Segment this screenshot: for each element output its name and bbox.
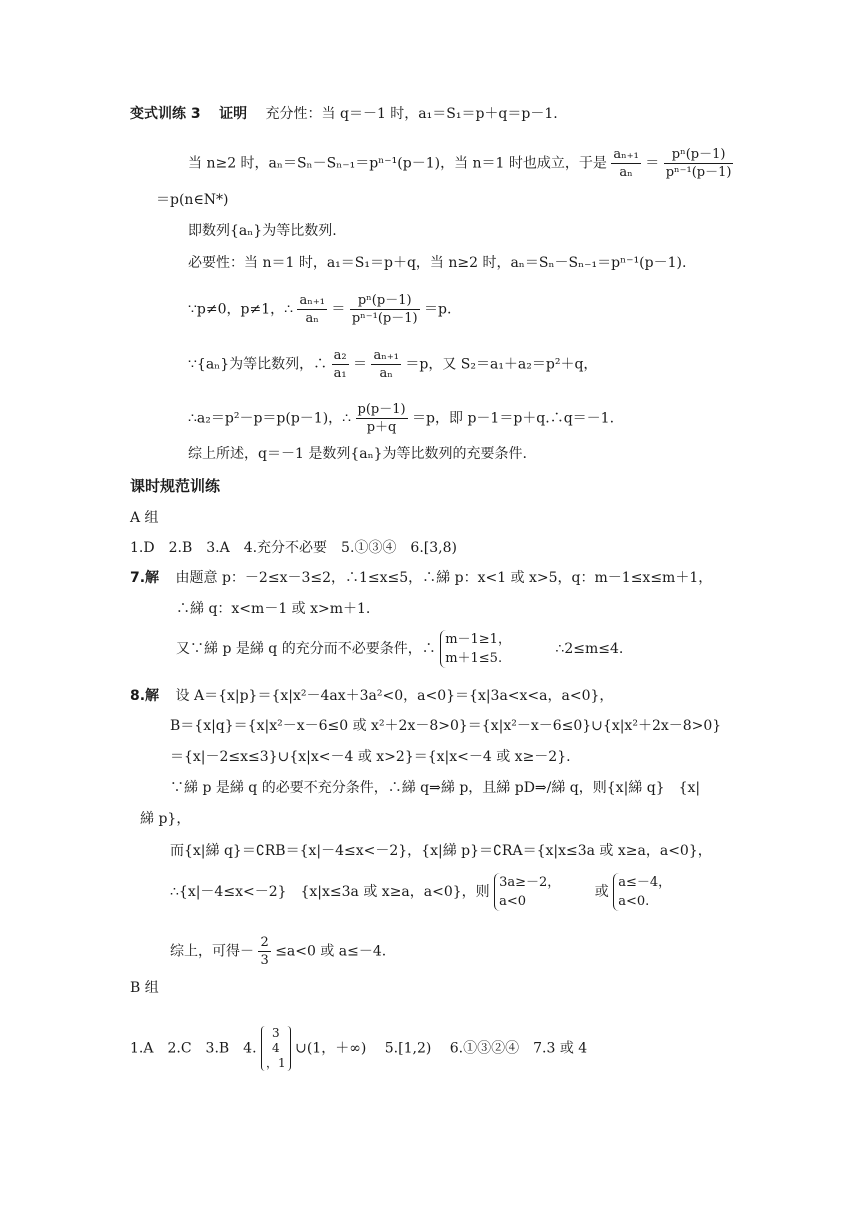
q7-text: 由题意 p：－2≤x－3≤2，∴1≤x≤5，∴綈 p：x<1 或 x>5，q：m－1≤x≤m＋1， (175, 570, 713, 586)
equals-sign: ＝ (331, 301, 346, 318)
q7-label: 7.解 (130, 570, 160, 586)
fraction (371, 347, 400, 382)
denominator: aₙ (619, 165, 633, 180)
equation-system (613, 873, 671, 911)
interval-num: 3 (272, 1026, 280, 1040)
proof-text: 当 n≥2 时，aₙ＝Sₙ－Sₙ₋₁＝pⁿ⁻¹(p－1)，当 n＝1 时也成立，于是 (188, 155, 607, 172)
proof-label: 证明 (219, 106, 248, 122)
system-row: a<0. (618, 894, 650, 909)
sufficiency-line: 充分性：当 q＝－1 时，a₁＝S₁＝p＋q＝p－1. (265, 106, 558, 122)
fraction (611, 146, 640, 181)
exercise-heading-line (130, 104, 558, 124)
q7-text: 又∵綈 p 是綈 q 的充分而不必要条件，∴ (176, 641, 436, 657)
answers-text: ∪(1，＋∞) 5.[1,2) 6.①③②④ 7.3 或 4 (295, 1040, 588, 1057)
numerator: p(p－1) (357, 402, 406, 417)
answers-text: 1.A 2.C 3.B 4. (130, 1040, 257, 1057)
interval-top (266, 1026, 286, 1041)
or-word: 或 (594, 884, 609, 900)
proof-text: ＝p，又 S₂＝a₁＋a₂＝p²＋q， (405, 356, 598, 373)
fraction (356, 401, 408, 436)
numerator: aₙ₊₁ (373, 348, 399, 363)
system-row: a<0 (499, 894, 527, 909)
system-row: m＋1≤5. (445, 651, 503, 666)
equals-sign: ＝ (353, 356, 367, 373)
proof-line-7 (188, 347, 597, 382)
fraction (664, 146, 734, 181)
denominator: p＋q (366, 420, 397, 435)
conclusion-line: 综上所述，q＝－1 是数列{aₙ}为等比数列的充要条件. (188, 446, 527, 462)
q8-label: 8.解 (130, 688, 160, 704)
q8-line-5: 綈 p}， (140, 811, 191, 827)
interval-end: ，1 (266, 1056, 286, 1070)
numerator: aₙ₊₁ (299, 293, 325, 308)
proof-line-6 (188, 292, 451, 327)
interval (261, 1026, 291, 1071)
proof-line-3: ＝p(n∈N*) (156, 192, 229, 208)
fraction (332, 347, 349, 382)
q8-line-1 (130, 686, 613, 706)
necessity-line: 必要性：当 n＝1 时，a₁＝S₁＝p＋q，当 n≥2 时，aₙ＝Sₙ－Sₙ₋₁＝pⁿ⁻¹(p－1). (188, 255, 687, 271)
proof-text: ＝p，即 p－1＝p＋q.∴q＝－1. (412, 410, 615, 427)
section-title: 课时规范训练 (130, 477, 221, 495)
denominator: aₙ (379, 366, 393, 381)
interval-bottom (266, 1041, 286, 1071)
q8-line-8 (170, 934, 386, 969)
denominator: aₙ (305, 311, 319, 326)
q8-text: 设 A＝{x|p}＝{x|x²－4ax＋3a²<0，a<0}＝{x|3a<x<a，a<0}， (175, 688, 614, 704)
proof-text: ∴a₂＝p²－p＝p(p－1)，∴ (188, 410, 352, 427)
denominator: pⁿ⁻¹(p－1) (665, 165, 732, 180)
group-a-answers: 1.D 2.B 3.A 4.充分不必要 5.①③④ 6.[3,8) (130, 540, 457, 556)
proof-line-2 (188, 146, 733, 181)
numerator: aₙ₊₁ (613, 147, 639, 162)
system-row: m－1≥1， (445, 632, 511, 647)
numerator: pⁿ(p－1) (350, 292, 420, 310)
numerator: pⁿ(p－1) (664, 146, 734, 164)
proof-text: ∵p≠0，p≠1，∴ (188, 301, 294, 318)
q7-line-2: ∴綈 q：x<m－1 或 x>m＋1. (176, 601, 371, 617)
proof-line-8 (188, 401, 614, 436)
fraction (258, 934, 270, 969)
denominator: pⁿ⁻¹(p－1) (351, 311, 418, 326)
system-row: 3a≥－2， (499, 875, 561, 890)
numerator: a₂ (333, 348, 347, 363)
fraction (297, 292, 326, 327)
equation-system (494, 873, 560, 911)
q8-line-4: ∵綈 p 是綈 q 的必要不充分条件，∴綈 q⇒綈 p，且綈 pD⇒/綈 q，则{x|綈 q} {x| (170, 780, 701, 796)
equals-sign: ＝ (645, 155, 660, 172)
proof-text: ＝p. (424, 301, 452, 318)
equation-system (440, 630, 511, 668)
interval-den: 4 (272, 1041, 280, 1055)
q8-text: ∴{x|－4≤x<－2} {x|x≤3a 或 x≥a，a<0}，则 (170, 884, 490, 900)
q7-line-3 (176, 630, 623, 668)
q8-line-6: 而{x|綈 q}＝∁RB＝{x|－4≤x<－2}，{x|綈 p}＝∁RA＝{x|x≤3a 或 x≥a，a<0}， (170, 843, 712, 859)
fraction (350, 292, 420, 327)
group-a-heading: A 组 (130, 510, 159, 526)
q8-line-7 (170, 873, 671, 911)
q7-line-1 (130, 568, 712, 588)
numerator: 2 (260, 935, 269, 950)
system-row: a≤－4， (618, 875, 672, 890)
proof-text: ∵{aₙ}为等比数列，∴ (188, 356, 328, 373)
group-b-heading: B 组 (130, 980, 159, 996)
exercise-title: 变式训练 3 (130, 106, 201, 122)
q8-text: ≤a<0 或 a≤－4. (275, 943, 387, 960)
q8-text: 综上，可得－ (170, 943, 254, 960)
denominator: 3 (260, 953, 269, 968)
proof-line-4: 即数列{aₙ}为等比数列. (188, 223, 337, 239)
denominator: a₁ (333, 366, 347, 381)
q8-line-2: B＝{x|q}＝{x|x²－x－6≤0 或 x²＋2x－8>0}＝{x|x²－x－6≤0}∪{x|x²＋2x－8>0} (170, 718, 722, 734)
group-b-answers (130, 1026, 587, 1071)
q8-line-3: ＝{x|－2≤x≤3}∪{x|x<－4 或 x>2}＝{x|x<－4 或 x≥－2}. (170, 749, 571, 765)
q7-result: ∴2≤m≤4. (555, 641, 624, 657)
